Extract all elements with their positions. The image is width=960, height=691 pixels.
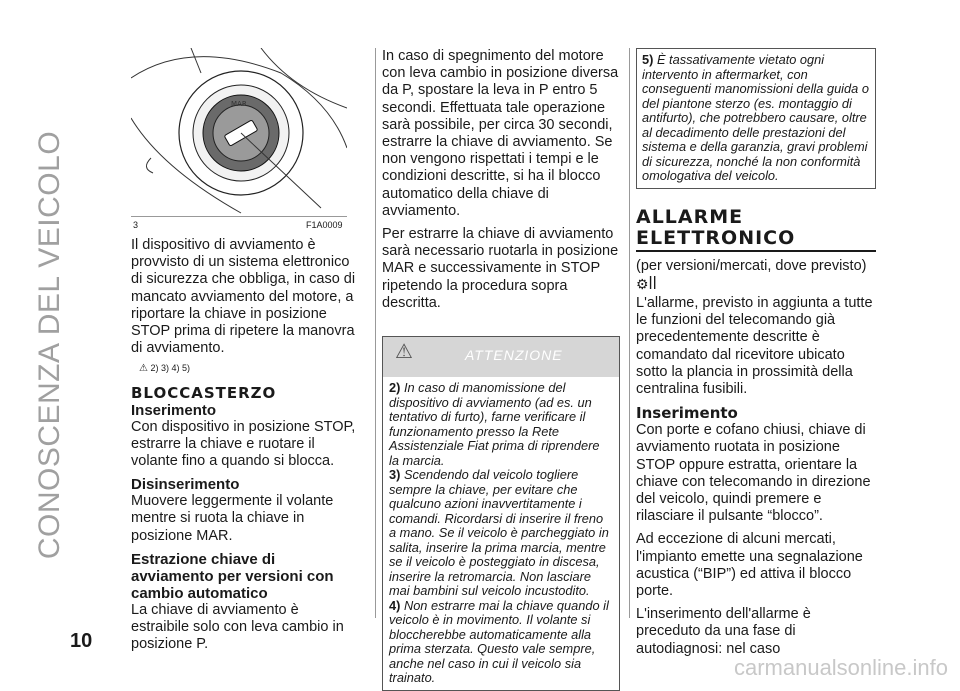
column-divider-1 (375, 48, 376, 618)
warning-title: ATTENZIONE (465, 347, 563, 364)
warning-triangle-icon: ⚠ (395, 341, 413, 364)
figure-number: 3 (133, 220, 139, 230)
note-box-5 (636, 48, 876, 189)
warning-2-text: In caso di manomissione del dispositivo di avviamento (ad es. un tentativo di furto), farne verificare il funzionamento presso la Rete Assistenziale Fiat prima di riprendere la marcia. (389, 380, 600, 468)
figure-code: F1A0009 (306, 220, 343, 230)
inserimento-paragraph-1: Con porte e cofano chiusi, chiave di avviamento ruotata in posizione STOP oppure estratta, orientare la chiave con telecomando in direzione del veicolo, quindi premere e rilasciare il pulsante “blocco”. (636, 422, 871, 525)
ignition-figure (131, 48, 347, 215)
warning-2-number: 2) (389, 380, 401, 396)
heading-bloccasterzo: BLOCCASTERZO (131, 383, 277, 402)
caption-refs (139, 360, 357, 377)
warning-body (383, 377, 619, 690)
heading-allarme: ALLARME (636, 205, 744, 228)
automatic-paragraph-2: Per estrarre la chiave di avviamento sarà necessario ruotarla in posizione MAR e successivamente in STOP ripetendo la procedura sopra descritta. (382, 226, 619, 311)
heading-elettronico: ELETTRONICO (636, 226, 796, 249)
note-5-text: È tassativamente vietato ogni intervento in aftermarket, con conseguenti manomissioni della guida o del piantone sterzo (es. montaggio di antifurto), che potrebbero causare, oltre al decadimento delle prestazioni del sistema e della garanzia, gravi problemi di sicurezza, nonché la non conformità omologativa del veicolo. (642, 52, 869, 183)
page-number: 10 (70, 630, 93, 652)
column-3 (636, 48, 876, 658)
section-side-title: CONOSCENZA DEL VEICOLO (33, 130, 66, 560)
allarme-paragraph: L'allarme, previsto in aggiunta a tutte le funzioni del telecomando già precedentemente descritte è comandato dal ricevitore ubicato sotto la plancia in prossimità della centralina fusibili. (636, 294, 873, 397)
heading-disinserimento: Disinserimento (131, 476, 240, 494)
heading-inserimento-allarme: Inserimento (636, 404, 738, 423)
column-1 (131, 237, 357, 653)
heading-inserimento: Inserimento (131, 401, 217, 419)
inserimento-paragraph-3: L'inserimento dell'allarme è preceduto da una fase di autodiagnosi: nel caso (636, 606, 811, 657)
ignition-switch-illustration (131, 48, 347, 215)
intro-paragraph: Il dispositivo di avviamento è provvisto di un sistema elettronico di sicurezza che obbliga, in caso di mancato avviamento del motore, a riportare la chiave in posizione STOP prima di ripetere la manovra di avviamento. (131, 237, 356, 357)
column-divider-2 (629, 48, 630, 618)
warning-4-number: 4) (389, 597, 401, 613)
warning-3-text: Scendendo dal veicolo togliere sempre la chiave, per evitare che qualcuno azioni inavvertitamente i comandi. Ricordarsi di inserire il freno a mano. Se il veicolo è parcheggiato in salita, inserire la prima marcia, mentre se il veicolo è posteggiato in discesa, inserire la retromarcia. Non lasciare mai bambini sul veicolo incustodito. (389, 467, 609, 599)
key-position-mar: MAR (231, 100, 247, 108)
estrazione-paragraph: La chiave di avviamento è estraibile solo con leva cambio in posizione P. (131, 601, 344, 653)
automatic-paragraph-1: In caso di spegnimento del motore con leva cambio in posizione diversa da P, spostare la leva in P entro 5 secondi. Effettuata tale operazione sarà possibile, per circa 30 secondi, estrarre la chiave di avviamento. Se non vengono rispettati i tempi e le condizioni descritte, si ha il blocco automatico della chiave di avviamento. (382, 48, 619, 219)
warning-triangle-icon: ⚠ (139, 363, 148, 375)
watermark: carmanualsonline.info (733, 655, 948, 680)
versions-note: (per versioni/mercati, dove previsto) (636, 257, 867, 274)
warning-header (383, 337, 619, 377)
inserimento-paragraph: Con dispositivo in posizione STOP, estrarre la chiave e ruotare il volante fino a quando si blocca. (131, 418, 356, 470)
warning-box (382, 336, 620, 691)
refs-text: 2) 3) 4) 5) (150, 363, 190, 374)
column-2 (382, 48, 620, 691)
heading-estrazione: Estrazione chiave di avviamento per versioni con cambio automatico (131, 550, 334, 602)
figure-rule (131, 216, 347, 217)
allarme-heading-block (636, 207, 876, 252)
version-icon: ⚙ꟾꟾ (636, 275, 657, 292)
inserimento-paragraph-2: Ad eccezione di alcuni mercati, l'impianto emette una segnalazione acustica (“BIP”) ed attiva il blocco porte. (636, 531, 863, 599)
warning-4-text: Non estrarre mai la chiave quando il veicolo è in movimento. Il volante si bloccherebbe automaticamente alla prima sterzata. Questo vale sempre, anche nel caso in cui il veicolo sia trainato. (389, 597, 609, 686)
note-5-number: 5) (642, 52, 654, 67)
disinserimento-paragraph: Muovere leggermente il volante mentre si ruota la chiave in posizione MAR. (131, 493, 334, 544)
warning-3-number: 3) (389, 467, 401, 483)
